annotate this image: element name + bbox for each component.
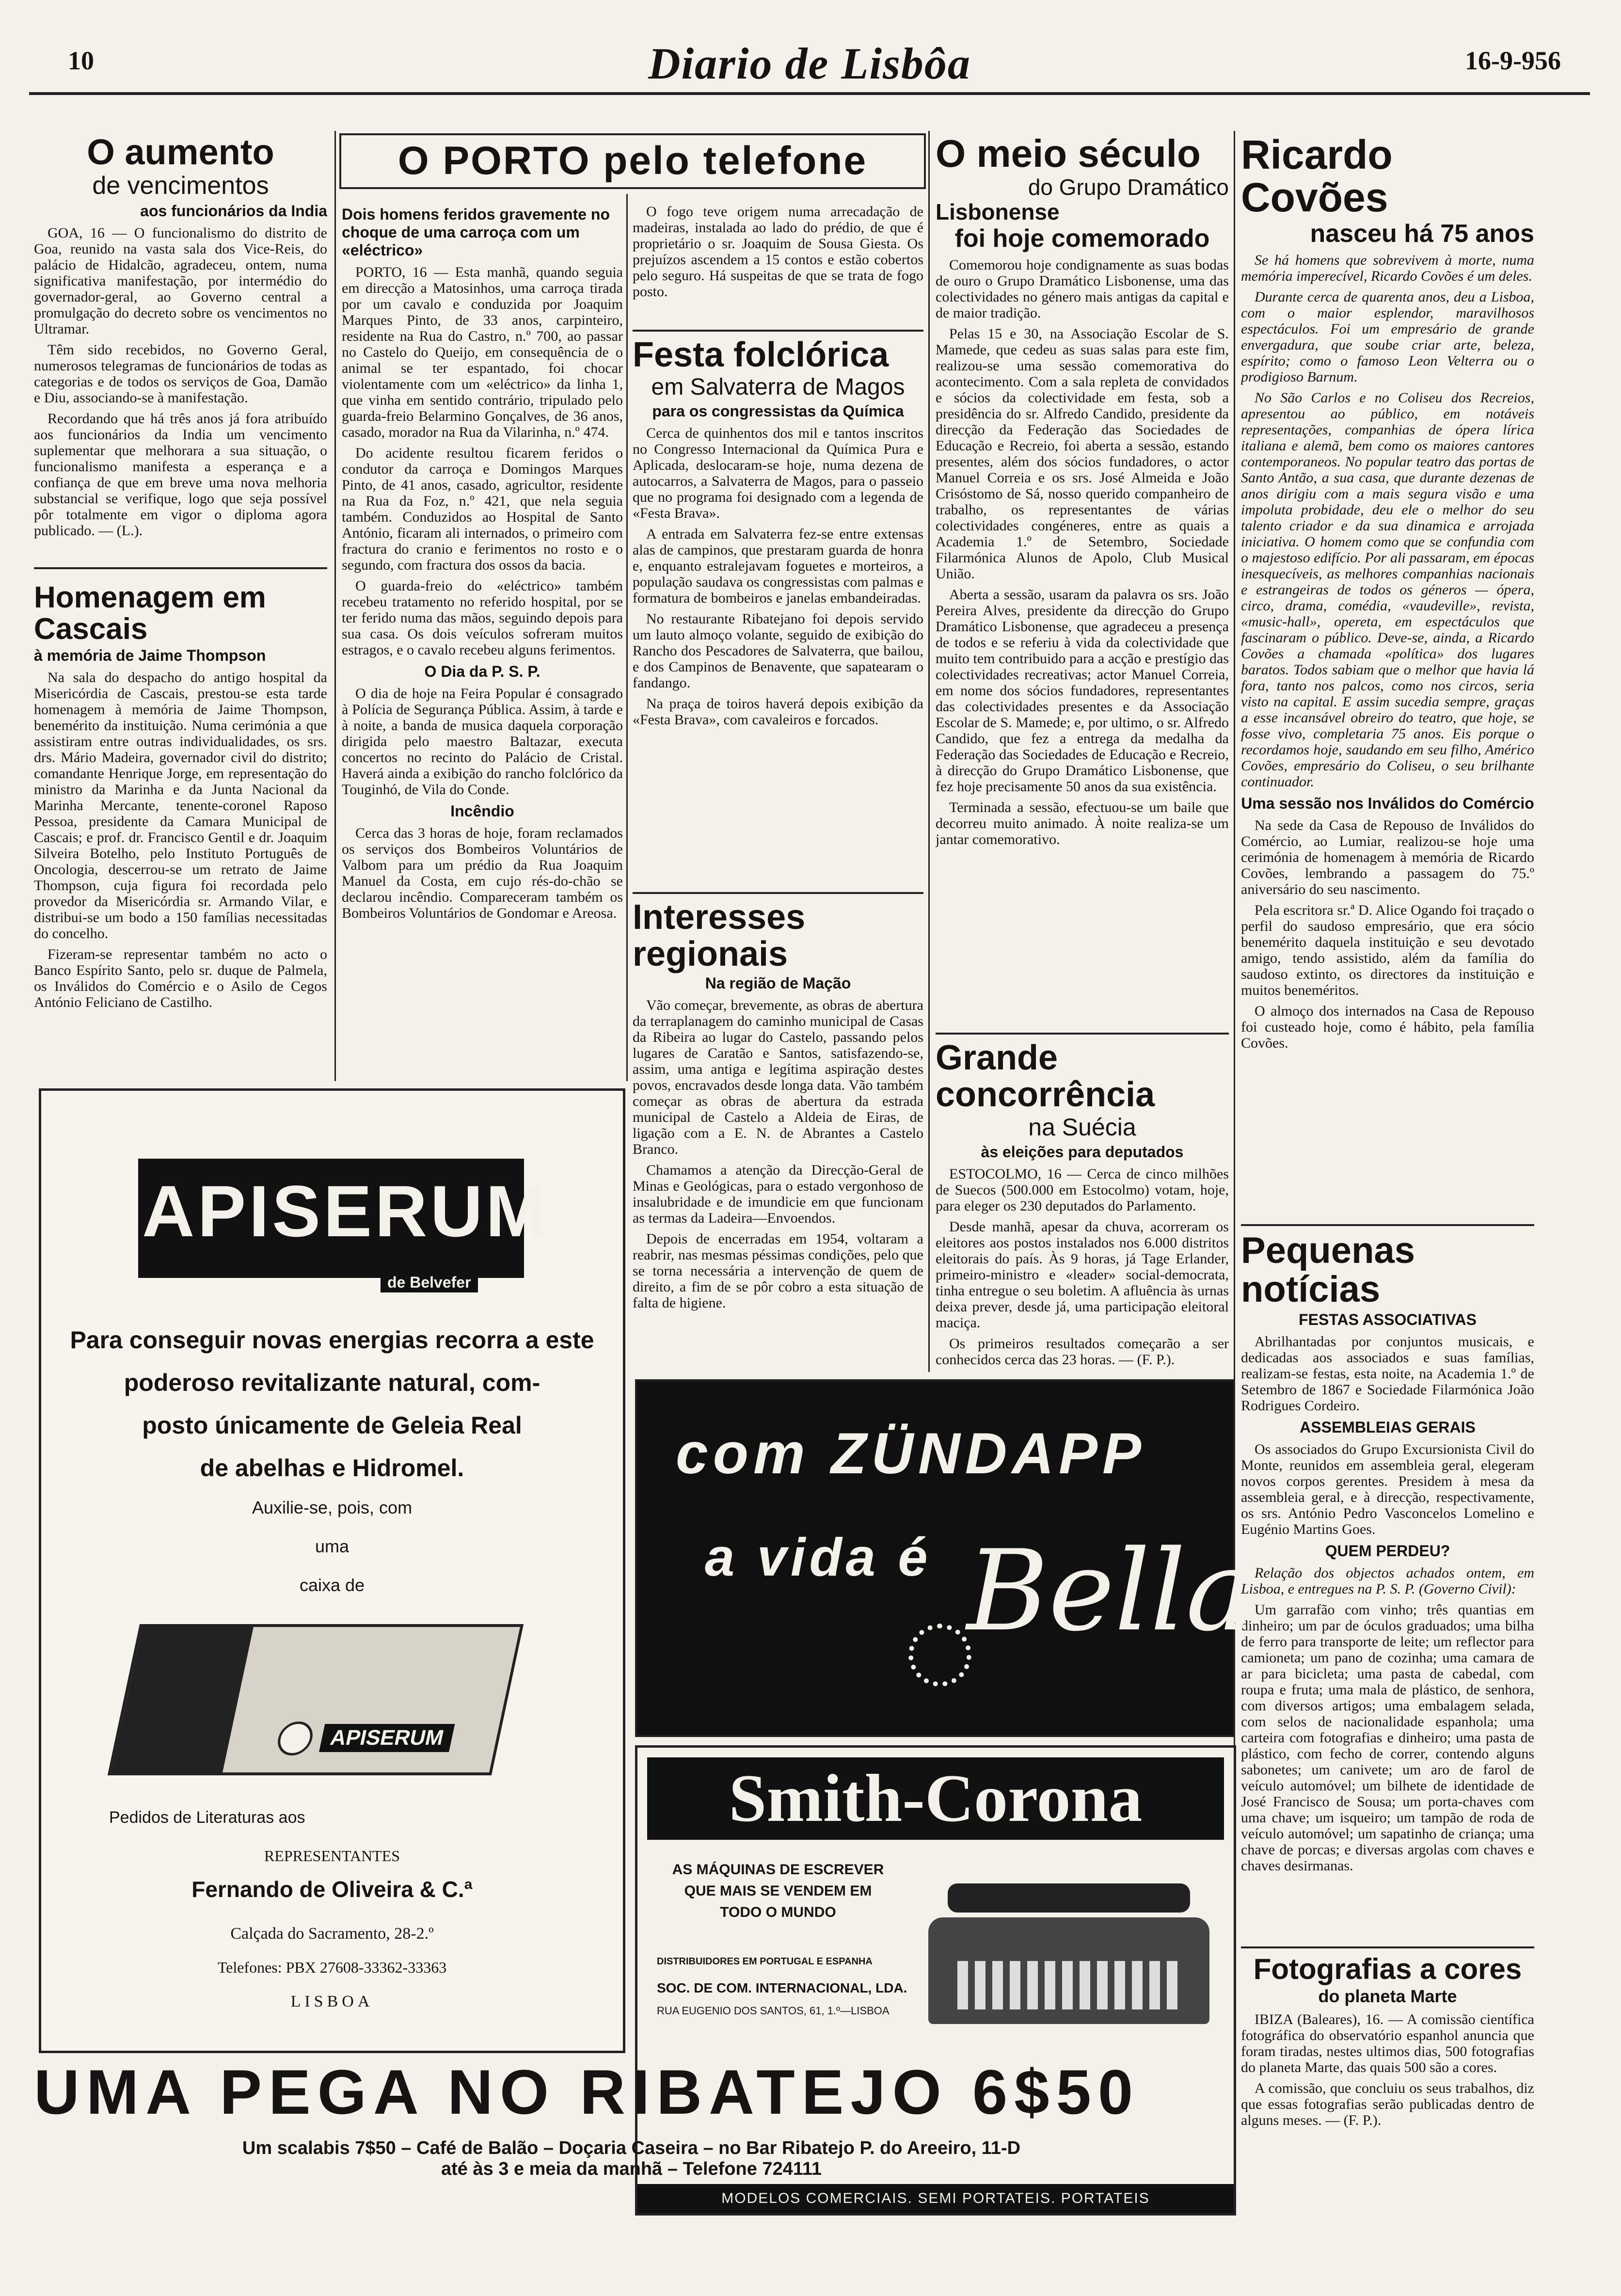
brand-banner (647, 1757, 1224, 1840)
divider (34, 567, 327, 569)
paragraph: A comissão, que concluiu os seus trabalhos, diz que essas fotografias serão publicadas dentro de alguns meses. — (F. P.). (1241, 2080, 1534, 2128)
representantes: REPRESENTANTES (264, 1847, 400, 1865)
kicker: Incêndio (450, 802, 514, 820)
paragraph: Os associados do Grupo Excursionista Civil do Monte, reunidos em assembleia geral, elegeram novos corpos gerentes. Presidem à mesa da assembleia geral, e à direcção, respectivamente, os srs. António Pedro Vasconcelos Lomelino e Eugénio Martins Goes. (1241, 1441, 1534, 1537)
ad-line: posto únicamente de Geleia Real (142, 1412, 522, 1439)
paragraph: Recordando que há três anos já fora atribuído aos funcionários da India um vencimento suplementar que melhorara a sua situação, o funcionalismo manifesta a esperança e a confiança de que em breve uma nova melhoria substancial se verifique, logo que seja possível pôr totalmente em vigor o diploma agora publicado. — (L.). (34, 410, 327, 539)
pega-line2: até às 3 e meia da manhã – Telefone 724111 (441, 2159, 822, 2179)
kicker: Uma sessão nos Inválidos do Comércio (1241, 794, 1534, 812)
address: Calçada do Sacramento, 28-2.º (230, 1925, 434, 1943)
headline: O meio século (936, 133, 1201, 175)
kicker: à memória de Jaime Thompson (34, 647, 266, 665)
bella-logo: Bella (967, 1527, 1253, 1656)
paragraph: Desde manhã, apesar da chuva, acorreram os eleitores aos postos instalados nos 6.000 distritos eleitorais do país. Às 9 horas, já Tage Erlander, primeiro-ministro e «leader» social-democrata, tinha entregue o seu boletim. A afluência às urnas deixa prever, desde já, uma participação eleitoral maciça. (936, 1219, 1229, 1331)
ad-pega (34, 2056, 1229, 2216)
divider (633, 892, 923, 894)
divider (1241, 1946, 1534, 1948)
subheadline: em Salvaterra de Magos (651, 374, 905, 400)
article-pequenas (1241, 1231, 1534, 1944)
paragraph: Comemorou hoje condignamente as suas bodas de ouro o Grupo Dramático Lisbonense, uma das colectividades no género mais antigas da capital e de maior tradição. (936, 256, 1229, 321)
ad-line: poderoso revitalizante natural, com- (124, 1369, 540, 1396)
daisy-icon (908, 1624, 971, 1687)
company: SOC. DE COM. INTERNACIONAL, LDA. (657, 1980, 907, 1995)
company: Fernando de Oliveira & C.ª (191, 1877, 473, 1902)
paragraph: O fogo teve origem numa arrecadação de madeiras, instalada ao lado do prédio, de que é proprietário o sr. Joaquim de Sousa Giesta. Os prejuízos ascendem a 15 contos e estão cobertos pelo seguro. Há suspeitas de que se trata de fogo posto. (633, 204, 923, 300)
divider (633, 330, 923, 332)
ad-zundapp (635, 1379, 1253, 1737)
paragraph: Têm sido recebidos, no Governo Geral, numerosos telegramas de funcionários de todas as categorias e de todos os serviços de Goa, Damão e Diu, associando-se à manifestação. (34, 341, 327, 406)
paragraph: Se há homens que sobrevivem à morte, numa memória imperecível, Ricardo Covões é um deles. (1241, 252, 1534, 284)
article-porto-continued (633, 204, 923, 325)
divider (936, 1033, 1229, 1035)
paragraph: O guarda-freio do «eléctrico» também recebeu tratamento no referido hospital, por se ter ferido numa das mãos, seguindo depois para sua casa. Os dois veículos sofreram muitos estragos, e o cavalo recebeu alguns ferimentos. (342, 578, 623, 658)
paragraph: Terminada a sessão, efectuou-se um baile que decorreu muito animado. À noite realiza-se um jantar comemorativo. (936, 799, 1229, 847)
article-meio-seculo (936, 133, 1229, 1030)
typewriter-keys (957, 1961, 1180, 2009)
paragraph: ESTOCOLMO, 16 — Cerca de cinco milhões de Suecos (500.000 em Estocolmo) votam, hoje, para eleger os 230 deputados do Parlamento. (936, 1166, 1229, 1214)
paragraph: Chamamos a atenção da Direcção-Geral de Minas e Geológicas, para o estado vergonhoso de insalubridade e de imundicie em que funcionam as termas da Ladeira—Envoendos. (633, 1162, 923, 1227)
article-interesses (633, 899, 923, 1374)
pega-title: UMA PEGA NO RIBATEJO 6$50 (34, 2057, 1140, 2127)
tagline-line: TODO O MUNDO (720, 1904, 836, 1920)
paragraph: Na sala do despacho do antigo hospital da Misericórdia de Cascais, prestou-se esta tarde homenagem à memória de Jaime Thompson, benemérito da instituição. Numa cerimónia a que assistiram entre outras individualidades, os srs. drs. Mário Madeira, governador civil do distrito; comandante Henrique Jorge, em representação do ministro da Marinha e da Junta Nacional da Marinha Mercante, tenente-coronel Raposo Pessoa, presidente da Camara Municipal de Cascais; e prof. dr. Francisco Gentil e dr. Joaquim Silveira Botelho, pelo Instituto Português de Oncologia, descerrou-se um retrato de Jaime Thompson, cuja figura foi recordada pelo provedor da Misericórdia sr. Armando Vilar, e distribui-se um bodo a 150 famílias necessitadas do concelho. (34, 670, 327, 942)
paragraph: A entrada em Salvaterra fez-se entre extensas alas de campinos, que prestaram guarda de honra e, enquanto estralejavam foguetes e morteiros, a população saudava os congressistas com palmas e formatura de bombeiros e janelas embandeiradas. (633, 526, 923, 606)
city: LISBOA (290, 1993, 374, 2010)
ad-line: Para conseguir novas energias recorra a este (70, 1326, 594, 1354)
kicker: foi hoje comemorado (954, 224, 1210, 253)
article-coves (1241, 133, 1534, 1219)
kicker: nasceu há 75 anos (1310, 220, 1534, 248)
column-rule (928, 131, 930, 1372)
headline: Interesses regionais (633, 899, 806, 973)
paragraph: Fizeram-se representar também no acto o Banco Espírito Santo, pelo sr. duque de Palmela, os Inválidos do Comércio e o Asilo de Cegos António Feliciano de Castilho. (34, 946, 327, 1011)
phones: Telefones: PBX 27608-33362-33363 (217, 1959, 447, 1976)
pega-line1: Um scalabis 7$50 – Café de Balão – Doçaria Caseira – no Bar Ribatejo P. do Areeiro, 11-D (242, 2138, 1021, 2158)
pedidos: Pedidos de Literaturas aos (109, 1808, 305, 1827)
zundapp-line2: a vida é (705, 1528, 932, 1587)
porto-header-box (339, 133, 926, 189)
issue-date: 16-9-956 (1465, 46, 1561, 75)
subheadline: do planeta Marte (1318, 1986, 1457, 2006)
ad-apiserum (39, 1088, 625, 2053)
subheadline-bold: Lisbonense (936, 199, 1060, 224)
subheadline: de vencimentos (92, 171, 269, 200)
headline: Ricardo Covões (1241, 133, 1393, 221)
kicker: QUEM PERDEU? (1325, 1542, 1450, 1560)
brand-banner (138, 1159, 549, 1278)
kicker: FESTAS ASSOCIATIVAS (1299, 1310, 1477, 1328)
typewriter-carriage (948, 1883, 1190, 1913)
zundapp-line1: com ZÜNDAPP (676, 1421, 1146, 1486)
article-festa (633, 337, 923, 890)
kicker: Dois homens feridos gravemente no choque de uma carroça com um «eléctrico» (342, 206, 610, 259)
ad-copy (41, 1319, 623, 1489)
tagline-line: AS MÁQUINAS DE ESCREVER (672, 1862, 884, 1878)
paragraph: O dia de hoje na Feira Popular é consagrado à Polícia de Segurança Pública. Assim, à tarde e à noite, a banda de musica daquela corporação dirigida pelo maestro Baltazar, executa concertos no recinto do Palácio de Cristal. Haverá ainda a exibição do rancho folclórico da Touginhó, de Vila do Conde. (342, 686, 623, 797)
paragraph: Durante cerca de quarenta anos, deu a Lisboa, com o maior esplendor, maravilhosos espectáculos. Foi um empresário de grande envergadura, que soube criar arte, beleza, espírito; como o famoso Leon Velterra ou o prodigioso Barnum. (1241, 288, 1534, 385)
headline: O aumento (87, 133, 274, 172)
ad-aux (211, 1488, 453, 1605)
flower-icon (275, 1722, 316, 1755)
ad-line: Auxilie-se, pois, com (252, 1498, 413, 1517)
paragraph: Aberta a sessão, usaram da palavra os srs. João Pereira Alves, presidente da direcção do Grupo Dramático Lisbonense, que agradeceu a presença de todos e se referiu à vida da colectividade que muito tem contribuido para a acção e prestígio das colectividades recreativas; actor Manuel Correia, em nome dos sócios fundadores, representantes das colectividades presentes e da Associação Escolar de S. Mamede; e, por ultimo, o sr. Alfredo Candido, que fez a entrega da medalha da Federação das Sociedades de Educação e Recreio, à direcção do Grupo Dramático Lisbonense, que fez hoje precisamente 50 anos da sua existência. (936, 586, 1229, 795)
paragraph: Relação dos objectos achados ontem, em Lisboa, e entregues na P. S. P. (Governo Civil): (1241, 1564, 1534, 1597)
paragraph: Cerca de quinhentos dos mil e tantos inscritos no Congresso Internacional da Química Pura e Aplicada, deslocaram-se hoje, numa dezena de autocarros, a Salvaterra de Magos, para o passeio que no programa foi designado com a legenda de «Festa Brava». (633, 425, 923, 521)
column-rule (334, 131, 336, 1081)
headline: O PORTO pelo telefone (397, 139, 868, 183)
kicker: aos funcionários da India (140, 202, 327, 220)
box-label: APISERUM (319, 1724, 455, 1752)
article-aumento (34, 133, 327, 560)
subheadline: do Grupo Dramático (1028, 175, 1229, 200)
paragraph: Depois de encerradas em 1954, voltaram a reabrir, nas mesmas péssimas condições, pelo que se torna necessária a intervenção de quem de direito, a fim de se pôr cobro a esta situação de falta de higiene. (633, 1231, 923, 1311)
kicker: ASSEMBLEIAS GERAIS (1300, 1418, 1476, 1436)
page-number: 10 (68, 46, 94, 75)
tagline (652, 1859, 904, 1923)
product-box (108, 1624, 524, 1775)
brand-logo: APISERUM (142, 1170, 549, 1252)
column-rule (626, 194, 628, 1081)
article-suecia (936, 1040, 1229, 1374)
paragraph: No restaurante Ribatejano foi depois servido um lauto almoço volante, seguido de exibição do Rancho dos Pescadores de Salvaterra, que bailou, e dos Campinos de Benavente, que sapatearam o fandango. (633, 610, 923, 691)
paragraph: No São Carlos e no Coliseu dos Recreios, apresentou ao público, em notáveis representações, companhias de ópera lírica italiana e alemã, bem como os maiores cantores contemporaneos. No popular teatro das portas de Santo Antão, a sua casa, que durante dezenas de anos dirigiu com a mais segura visão e uma impoluta probidade, deu ele o melhor do seu talento criador e da sua dinamica e arrojada iniciativa. O homem como que se confundia com o majestoso edifício. Por ali passaram, em épocas inesquecíveis, as melhores companhias nacionais e estrangeiras de todos os géneros — ópera, circo, drama, comédia, «vaudeville», revista, «music-hall», opereta, em espectáculos que fascinaram o público. Deve-se, ainda, a Ricardo Covões a chamada «política» dos lugares baratos. Todos sabiam que o melhor que havia lá fora, tanto nos palcos, como nos circos, seria visto na capital. E assim sucedia sempre, graças a esse incansável obreiro do teatro, que hoje, se fosse vivo, completaria 75 anos. Eis porque o recordamos hoje, saudando em seu filho, Américo Covões, empresário do Coliseu, o seu brilhante continuador. (1241, 389, 1534, 790)
box-side (111, 1627, 254, 1772)
kicker: para os congressistas da Química (652, 402, 904, 420)
paragraph: Cerca das 3 horas de hoje, foram reclamados os serviços dos Bombeiros Voluntários de Valbom para um prédio da Rua Joaquim Manuel da Costa, em cujo rés-do-chão se declarou incêndio. Compareceram também os Bombeiros Voluntários de Gondomar e Areosa. (342, 825, 623, 921)
ad-line: uma (315, 1536, 350, 1556)
headline: Pequenas notícias (1241, 1231, 1415, 1310)
headline: Grande concorrência (936, 1040, 1155, 1114)
paragraph: Um garrafão com vinho; três quantias em dinheiro; um par de óculos graduados; uma bilha de ferro para transporte de leite; um reflector para camioneta; um pano de cozinha; uma camara de ar para bicicleta; uma pasta de cabedal, com roupa e fruta; uma mala de plástico, de senhora, com diversos artigos; uma embalagem selada, com selos de nacionalidade espanhola; uma carteira com fotografias e dinheiro; uma pasta de plástico, com fecho de correr, contendo alguns sabonetes; um canivete; um aro de farol de veículo automóvel; um bilhete de identidade de José Francisco de Sousa; um porta-chaves com uma chave; um isqueiro; um tampão de roda de veículo automóvel; um sapatinho de criança; uma chave de porcas; e diversas argolas com chaves e chaves desirmanas. (1241, 1601, 1534, 1874)
brand-sub: de Belvefer (381, 1273, 478, 1292)
headline: Fotografias a cores (1253, 1954, 1522, 1985)
paragraph: IBIZA (Baleares), 16. — A comissão científica fotográfica do observatório espanhol anuncia que foram tiradas, nestes ultimos dias, 500 fotografias do planeta Marte, das quais 500 são a cores. (1241, 2011, 1534, 2075)
paragraph: Abrilhantadas por conjuntos musicais, e dedicadas aos associados e suas famílias, realizam-se festas, esta noite, na Academia 1.º de Setembro de 1867 e Sociedade Filarmónica João Rodrigues Cordeiro. (1241, 1333, 1534, 1414)
paragraph: O almoço dos internados na Casa de Repouso foi custeado hoje, como é hábito, pela família Covões. (1241, 1003, 1534, 1051)
typewriter-illustration (928, 1874, 1209, 2048)
tagline-line: QUE MAIS SE VENDEM EM (684, 1883, 872, 1899)
kicker: Na região de Mação (705, 974, 851, 992)
headline: Festa folclórica (633, 337, 889, 374)
paragraph: Vão começar, brevemente, as obras de abertura da terraplanagem do caminho municipal de Casas da Ribeira ao lugar do Castelo, passando pelos lugares de Caratão e Santos, satisfazendo-se, assim, uma antiga e legítima aspiração destes povos, encravados desde longa data. Vão também começar as obras de abertura da estrada municipal de Castelo a Aldeia de Eiras, de ligação com a E. N. de Abrantes a Castelo Branco. (633, 997, 923, 1158)
kicker: às eleições para deputados (981, 1143, 1184, 1161)
models: MODELOS COMERCIAIS. SEMI PORTATEIS. PORTATEIS (721, 2190, 1150, 2206)
article-marte (1241, 1954, 1534, 2216)
paragraph: Do acidente resultou ficarem feridos o condutor da carroça e Domingos Marques Pinto, de 41 anos, casado, agricultor, residente na Rua da Foz, n.º 421, que nela seguia também. Conduzidos ao Hospital de Santo António, ficaram ali internados, o primeiro com fractura do cranio e ferimentos no rosto e o segundo, com fractura dos ossos da bacia. (342, 445, 623, 573)
headline: Homenagem em Cascais (34, 582, 266, 646)
ad-line: de abelhas e Hidromel. (200, 1454, 464, 1482)
ad-line: caixa de (299, 1575, 365, 1595)
paragraph: Pelas 15 e 30, na Associação Escolar de S. Mamede, que cedeu as suas salas para este fim, realizou-se uma sessão comemorativa do acontecimento. Com a sala repleta de convidados e sócios da colectividade em festa, sob a presidência do sr. Alfredo Candido, presidente da direcção da Federação das Sociedades de Educação e Recreio, foi aberta a sessão, estando presentes, além dos sócios fundadores, o actor Manuel Correia e os srs. José Almeida e João Crisóstomo de Sá, nosso querido companheiro de trabalho, os representantes de várias colectividades congéneres, entre as quais a Academia 1.º de Setembro, Sociedade Filarmónica Alunos de Apolo, Club Musical União. (936, 325, 1229, 582)
paragraph: PORTO, 16 — Esta manhã, quando seguia em direcção a Matosinhos, uma carroça tirada por um cavalo e conduzida por Joaquim Marques Pinto, de 33 anos, carpinteiro, residente na Rua do Castro, n.º 700, ao passar no Castelo do Queijo, em consequência de o animal se ter espantado, foi chocar violentamente com um «eléctrico» da linha 1, que vinha em sentido contrário, tripulado pelo guarda-freio Belarmino Gonçalves, de 36 anos, casado, morador na Rua da Vilarinha, n.º 474. (342, 264, 623, 440)
masthead (29, 34, 1590, 95)
subheadline: na Suécia (1028, 1114, 1136, 1141)
paragraph: Na praça de toiros haverá depois exibição da «Festa Brava», com cavaleiros e forcados. (633, 695, 923, 728)
divider (1241, 1224, 1534, 1226)
paragraph: GOA, 16 — O funcionalismo do distrito de Goa, reunido na vasta sala dos Vice-Reis, do palácio de Hidalcão, agradeceu, ontem, numa significativa manifestação, por intermédio do governador-geral, ao Governo central a promulgação do decreto sobre os vencimentos no Ultramar. (34, 224, 327, 337)
paragraph: Pela escritora sr.ª D. Alice Ogando foi traçado o perfil do saudoso empresário, que era sócio benemérito daquela instituição e seu devotado amigo, tendo assistido, além da família do saudoso extinto, os directores da instituição e muitos beneméritos. (1241, 902, 1534, 998)
paragraph: Na sede da Casa de Repouso de Inválidos do Comércio, ao Lumiar, realizou-se hoje uma cerimónia de homenagem à memória de Ricardo Covões, lembrando a passagem do 75.º aniversário do seu nascimento. (1241, 817, 1534, 897)
newspaper-title: Diario de Lisbôa (648, 39, 971, 88)
article-porto (342, 204, 623, 1081)
paragraph: Os primeiros resultados começarão a ser conhecidos cerca das 23 horas. — (F. P.). (936, 1336, 1229, 1368)
brand-logo: Smith-Corona (729, 1761, 1143, 1836)
article-cascais (34, 582, 327, 1081)
distribuidores: DISTRIBUIDORES EM PORTUGAL E ESPANHA (657, 1956, 873, 1967)
address: RUA EUGENIO DOS SANTOS, 61, 1.º—LISBOA (657, 2005, 890, 2017)
kicker: O Dia da P. S. P. (424, 663, 540, 680)
